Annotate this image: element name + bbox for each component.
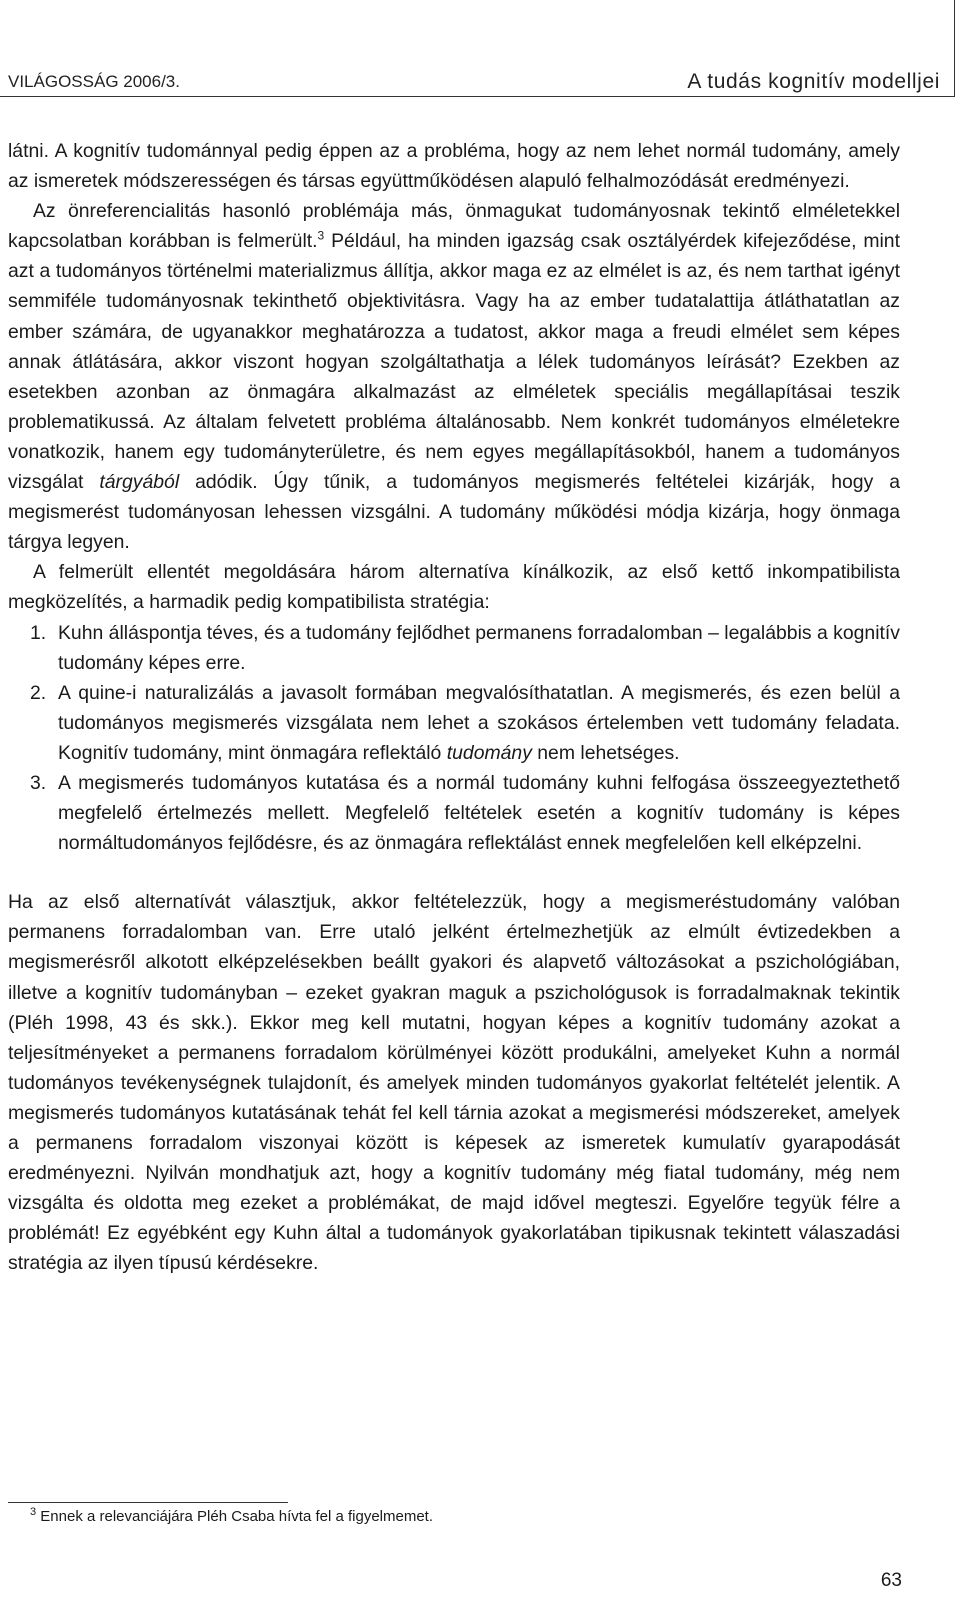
list-item-text-b: nem lehetséges. xyxy=(531,741,680,764)
list-number: 2. xyxy=(30,681,47,704)
journal-issue: VILÁGOSSÁG 2006/3. xyxy=(8,72,180,91)
paragraph-2-text-a: Az önreferencialitás hasonló problémája más, önmagukat tudományosnak tekintő elméletekkel kapcsolatban korábban is felmerült. xyxy=(8,200,900,253)
article-body xyxy=(8,136,900,1278)
paragraph-2-text-b: Például, ha minden igazság csak osztályérdek kifejeződése, mint azt a tudományos történelmi materializmus állítja, akkor maga ez az elmélet is az, és nem tarthat igényt semmiféle tudományosnak tekinthető objektivitásra. Vagy ha az ember tudatalattija átláthatatlan az ember számára, de ugyanakkor meghatározza a tudatost, akkor maga a freudi elmélet sem képes annak átlátására, akkor viszont hogyan szolgáltathatja a lélek tudományos leírását? Ezekben az esetekben azonban az önmagára alkalmazást az elméletek speciális megállapításai teszik problematikussá. Az általam felvetett probléma általánosabb. Nem konkrét tudományos elméletekre vonatkozik, hanem egy tudományterületre, és nem egyes megállapításokból, hanem a tudományos vizsgálat xyxy=(8,230,900,494)
paragraph-3: A felmerült ellentét megoldására három alternatíva kínálkozik, az első kettő inkompatibilista megközelítés, a harmadik pedig kompatibilista stratégia: xyxy=(8,561,900,614)
page-header xyxy=(0,0,955,97)
list-item-text: A megismerés tudományos kutatása és a normál tudomány kuhni felfogása összeegyeztethető megfelelő értelmezés mellett. Megfelelő feltételek esetén a kognitív tudomány is képes normáltudományos fejlődésre, és az önmagára reflektálást ennek megfelelően kell elképzelni. xyxy=(58,771,900,855)
footnote xyxy=(30,1508,433,1525)
paragraph-2-emphasis: tárgyából xyxy=(99,471,180,494)
list-item xyxy=(8,678,900,768)
footnote-ref-3[interactable]: 3 xyxy=(317,228,325,243)
footnote-text: Ennek a relevanciájára Pléh Csaba hívta fel a figyelmemet. xyxy=(36,1508,434,1525)
paragraph-2-text-c: adódik. Úgy tűnik, a tudományos megismerés feltételei kizárják, hogy a megismerést tudományosan lehessen vizsgálni. A tudomány működési módja kizárja, hogy önmaga tárgya legyen. xyxy=(8,471,900,554)
list-item xyxy=(8,768,900,858)
paragraph-2 xyxy=(8,196,900,557)
list-number: 1. xyxy=(30,621,47,644)
footnote-divider xyxy=(8,1502,288,1503)
list-item xyxy=(8,618,900,678)
section-gap xyxy=(8,858,900,887)
paragraph-4: Ha az első alternatívát választjuk, akkor feltételezzük, hogy a megismeréstudomány valóban permanens forradalomban van. Erre utaló jelként értelmezhetjük az elmúlt évtizedekben a megismerésről alkotott elképzelésekben beállt gyakori és alapvető változásokat a pszichológiában, illetve a kognitív tudományban – ezeket gyakran maguk a pszichológusok is forradalmaknak tekintik (Pléh 1998, 43 és skk.). Ekkor meg kell mutatni, hogyan képes a kognitív tudomány azokat a teljesítményeket a permanens forradalom körülményei között produkálni, amelyeket Kuhn a normál tudományos tevékenységnek tulajdonít, és amelyek minden tudományos gyakorlat feltételét jelentik. A megismerés tudományos kutatásának tehát fel kell tárnia azokat a megismerési módszereket, amelyek a permanens forradalom viszonyai között is képesek az ismeretek kumulatív gyarapodását eredményezni. Nyilván mondhatjuk azt, hogy a kognitív tudomány még fiatal tudomány, még nem vizsgálta és oldotta meg ezeket a problémákat, de majd idővel megteszi. Egyelőre tegyük félre a problémát! Ez egyébként egy Kuhn által a tudományok gyakorlatában tipikusnak tekintett válaszadási stratégia az ilyen típusú kérdésekre. xyxy=(8,891,900,1275)
list-item-text-a: A quine-i naturalizálás a javasolt formában megvalósíthatatlan. A megismerés, és ezen belül a tudományos megismerés vizsgálata nem lehet a szokásos értelemben vett tudomány feladata. Kognitív tudomány, mint önmagára reflektáló xyxy=(58,681,900,764)
running-title: A tudás kognitív modelljei xyxy=(687,70,940,93)
list-number: 3. xyxy=(30,771,47,794)
page-number: 63 xyxy=(880,1570,902,1591)
footnote-number: 3 xyxy=(30,1506,37,1518)
alternatives-list xyxy=(8,618,900,859)
paragraph-1: látni. A kognitív tudománnyal pedig éppen az a probléma, hogy az nem lehet normál tudomány, amely az ismeretek módszerességen és társas együttműködésen alapuló felhalmozódását eredményezi. xyxy=(8,140,900,193)
list-item-emphasis: tudomány xyxy=(446,741,532,764)
list-item-text: Kuhn álláspontja téves, és a tudomány fejlődhet permanens forradalomban – legalábbis a kognitív tudomány képes erre. xyxy=(58,621,900,674)
